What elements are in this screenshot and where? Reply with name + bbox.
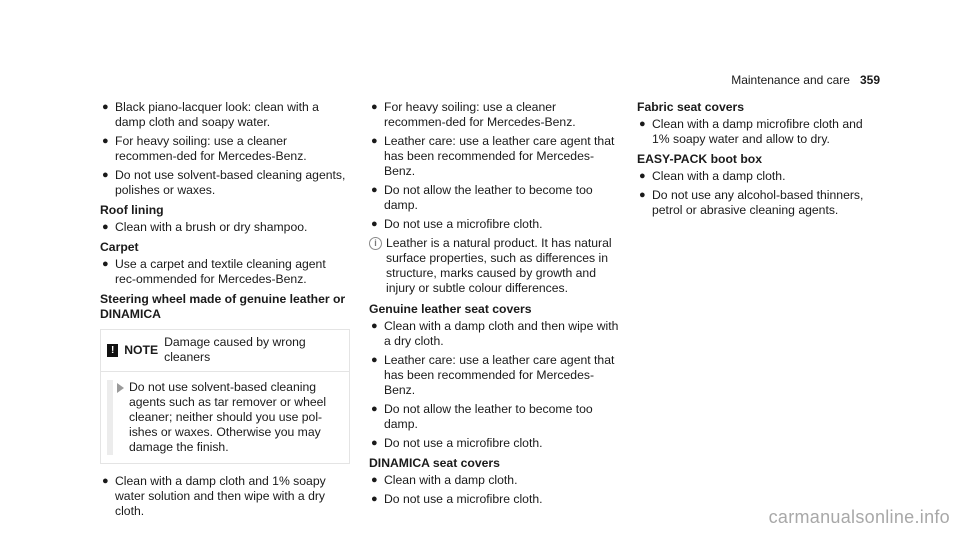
heading-genuine-leather: Genuine leather seat covers (369, 302, 532, 316)
bullet-icon: ● (371, 493, 378, 505)
note-label: NOTE (124, 342, 159, 357)
heading-easy-pack: EASY-PACK boot box (637, 152, 763, 166)
list-item: ● Clean with a brush or dry shampoo. (102, 220, 308, 234)
column-1 (100, 100, 350, 523)
bullet-icon: ● (371, 101, 378, 113)
heading-carpet: Carpet (100, 240, 139, 254)
bullet-icon: ● (639, 189, 646, 201)
list-item: ● Do not use a microfibre cloth. (371, 217, 543, 231)
list-item: ● Do not use a microfibre cloth. (371, 492, 543, 506)
bullet-icon: ● (371, 354, 378, 366)
note-body: Do not use solvent-based cleaning agents such as tar remover or wheel cleaner; neither should you use pol-ishes or waxes. Otherwise you may damage the finish. (107, 380, 343, 455)
bullet-icon: ● (371, 135, 378, 147)
list-item: ● Leather care: use a leather care agent that has been recommended for Mercedes-Benz. (371, 353, 615, 397)
list-item: ● Black piano-lacquer look: clean with a damp cloth and soapy water. (102, 100, 319, 129)
heading-dinamica: DINAMICA seat covers (369, 456, 500, 470)
list-item: ● Use a carpet and textile cleaning agent rec-ommended for Mercedes-Benz. (102, 257, 326, 286)
bullet-list (369, 319, 621, 451)
bullet-icon: ● (102, 135, 109, 147)
page-number: 359 (859, 73, 880, 87)
bullet-icon: ● (102, 169, 109, 181)
list-item: ● Clean with a damp cloth and 1% soapy water solution and then wipe with a dry cloth. (102, 474, 326, 518)
list-item: ● Do not use solvent-based cleaning agents, polishes or waxes. (102, 168, 346, 197)
bullet-icon: ● (371, 320, 378, 332)
exclamation-icon: ! (107, 344, 118, 357)
bullet-icon: ● (102, 101, 109, 113)
bullet-icon: ● (102, 221, 109, 233)
heading-roof-lining: Roof lining (100, 203, 164, 217)
column-2 (369, 100, 621, 511)
list-item: ● Clean with a damp cloth and then wipe with a dry cloth. (371, 319, 619, 348)
note-title: Damage caused by wrong cleaners (164, 335, 306, 364)
list-item: ● Clean with a damp cloth. (639, 169, 786, 183)
list-item: ● Leather care: use a leather care agent that has been recommended for Mercedes-Benz. (371, 134, 615, 178)
bullet-icon: ● (371, 184, 378, 196)
list-item: ● Do not use a microfibre cloth. (371, 436, 543, 450)
list-item: ● Do not allow the leather to become too damp. (371, 402, 593, 431)
watermark: carmanualsonline.info (768, 507, 950, 527)
bullet-icon: ● (371, 437, 378, 449)
bullet-list (100, 474, 350, 519)
section-title: Maintenance and care (731, 73, 850, 87)
bullet-icon: ● (102, 475, 109, 487)
bullet-icon: ● (371, 403, 378, 415)
bullet-list (100, 220, 350, 235)
list-item: ● For heavy soiling: use a cleaner recommen-ded for Mercedes-Benz. (102, 134, 307, 163)
bullet-list (369, 473, 621, 507)
bullet-list (637, 117, 882, 147)
info-icon: i (369, 237, 382, 250)
bullet-icon: ● (371, 474, 378, 486)
heading-fabric-seat: Fabric seat covers (637, 100, 745, 114)
note-header (101, 330, 349, 372)
column-3 (637, 100, 882, 222)
info-note: i Leather is a natural product. It has natural surface properties, such as differences in structure, marks caused by growth and injury or subtle colour differences. (369, 236, 621, 296)
bullet-list (100, 100, 350, 198)
list-item: ● Do not use any alcohol-based thinners, petrol or abrasive cleaning agents. (639, 188, 864, 217)
note-box (100, 329, 350, 464)
bullet-icon: ● (639, 170, 646, 182)
bullet-list (369, 100, 621, 232)
bullet-icon: ● (371, 218, 378, 230)
bullet-icon: ● (639, 118, 646, 130)
list-item: ● For heavy soiling: use a cleaner recommen-ded for Mercedes-Benz. (371, 100, 576, 129)
heading-steering-wheel: Steering wheel made of genuine leather or DINAMICA (100, 292, 346, 321)
bullet-list (100, 257, 350, 287)
list-item: ● Do not allow the leather to become too damp. (371, 183, 593, 212)
list-item: ● Clean with a damp microfibre cloth and 1% soapy water and allow to dry. (639, 117, 863, 146)
play-arrow-icon (117, 383, 124, 393)
list-item: ● Clean with a damp cloth. (371, 473, 518, 487)
page-header (731, 73, 880, 88)
bullet-icon: ● (102, 258, 109, 270)
bullet-list (637, 169, 882, 218)
